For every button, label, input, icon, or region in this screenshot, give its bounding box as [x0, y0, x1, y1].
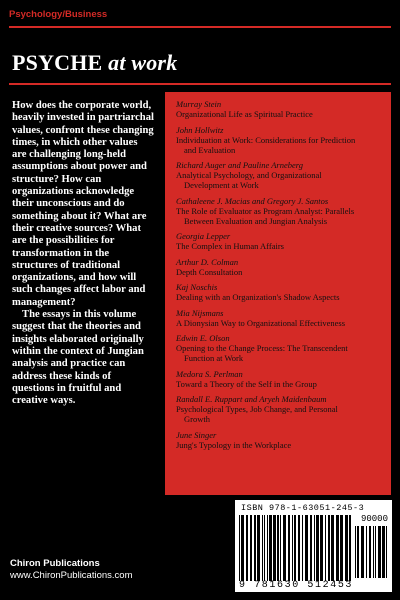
contents-essay-line: Individuation at Work: Considerations for Prediction — [176, 134, 356, 145]
blurb — [12, 100, 154, 407]
isbn-text: ISBN 978-1-63051-245-3 — [241, 503, 365, 513]
barcode-bar — [288, 515, 290, 581]
barcode-bar — [375, 526, 376, 578]
barcode-bar — [302, 515, 303, 581]
contents-essay — [176, 206, 383, 226]
barcode-bar — [280, 515, 281, 581]
contents-entry — [176, 231, 383, 251]
barcode-bar — [378, 526, 381, 578]
barcode-bar — [298, 515, 300, 581]
barcode-bar — [254, 515, 256, 581]
contents-author: Edwin E. Olson — [176, 333, 230, 343]
barcode-bar — [340, 515, 343, 581]
contents-entry — [176, 125, 383, 155]
price-barcode-image — [355, 526, 388, 578]
contents-essay-line: A Dionysian Way to Organizational Effectiveness — [176, 317, 346, 328]
contents-author: June Singer — [176, 429, 217, 440]
contents-essay-line: Organizational Life as Spiritual Practice — [176, 109, 313, 119]
barcode-bar — [250, 515, 252, 581]
contents-essay-line: Function at Work — [184, 353, 244, 363]
contents-panel — [165, 92, 391, 495]
contents-entry — [176, 394, 383, 424]
contents-essay — [176, 404, 383, 424]
barcode-bar — [294, 515, 296, 581]
barcode-bar — [239, 515, 240, 581]
blurb-paragraph-1: How does the corporate world, heavily invested in partriarchal values, confront these changing times, in which other values are challenging long-held assumptions about power and structure? How can organizations acknowledge their unconscious and do something about it? What are their creative sources? What are the possibilities for transformation in the structures of traditional organizations, and how will such changes affect labor and management? — [12, 100, 154, 308]
barcode-bar — [292, 515, 293, 581]
contents-essay — [176, 318, 383, 328]
contents-essay — [176, 379, 383, 389]
contents-essay — [176, 170, 383, 190]
contents-essay-line: and Evaluation — [184, 144, 236, 155]
barcode-bar — [283, 515, 286, 581]
barcode-bar — [314, 515, 315, 581]
barcode-box — [235, 500, 392, 592]
contents-entry — [176, 308, 383, 328]
barcode-bar — [357, 526, 359, 578]
barcode-bar — [355, 526, 356, 578]
barcode-bar — [361, 526, 364, 578]
contents-entry — [176, 430, 383, 450]
contents-author: Richard Auger and Pauline Arneberg — [176, 160, 304, 170]
barcode-bar — [264, 515, 265, 581]
barcode-bar — [246, 515, 248, 581]
barcode-bar — [349, 515, 351, 581]
barcode-bar — [310, 515, 312, 581]
contents-essay — [176, 109, 383, 119]
contents-entry — [176, 196, 383, 226]
contents-essay-line: The Role of Evaluator as Program Analyst: Parallels — [176, 205, 355, 216]
contents-author: Murray Stein — [176, 99, 222, 109]
contents-essay — [176, 135, 383, 155]
contents-entry — [176, 160, 383, 190]
barcode-bar — [267, 515, 268, 581]
contents-essay-line: Growth — [184, 414, 210, 424]
barcode-bar — [305, 515, 308, 581]
barcode-bar — [336, 515, 339, 581]
contents-author: Randall E. Ruppart and Aryeh Maidenbaum — [176, 394, 327, 404]
barcode-bar — [386, 526, 387, 578]
contents-essay-line: Between Evaluation and Jungian Analysis — [184, 215, 328, 226]
barcode-bar — [241, 515, 244, 581]
title-main: PSYCHE — [12, 50, 103, 75]
contents-author: Mia Nijsmans — [176, 307, 224, 318]
blurb-paragraph-2: The essays in this volume suggest that the theories and insights elaborated originally within the context of Jungian analysis and practice can address these kinds of questions in fruitful and creative ways. — [12, 309, 144, 407]
contents-entry — [176, 369, 383, 389]
title-italic: at work — [108, 50, 178, 75]
contents-essay — [176, 241, 383, 251]
barcode-bar — [316, 515, 319, 581]
barcode-bar — [325, 515, 326, 581]
contents-essay — [176, 292, 383, 302]
contents-essay-line: Depth Consultation — [176, 266, 243, 277]
contents-author: Georgia Lepper — [176, 231, 231, 241]
barcode-bar — [328, 515, 330, 581]
contents-entry — [176, 257, 383, 277]
contents-essay-line: Jung's Typology in the Workplace — [176, 439, 292, 450]
barcode-image — [239, 515, 351, 581]
price-code: 90000 — [360, 514, 388, 524]
barcode-bar — [257, 515, 260, 581]
top-rule — [9, 26, 391, 28]
contents-author: Cathaleene J. Macias and Gregory J. Santos — [176, 195, 329, 206]
book-title — [12, 50, 177, 76]
barcode-bar — [366, 526, 367, 578]
contents-entry — [176, 99, 383, 119]
contents-essay-line: Dealing with an Organization's Shadow Aspects — [176, 292, 340, 302]
barcode-bar — [320, 515, 323, 581]
barcode-bar — [269, 515, 272, 581]
contents-author: John Hollwitz — [176, 124, 224, 135]
barcode-bar — [277, 515, 279, 581]
contents-entry — [176, 282, 383, 302]
contents-essay-line: Development at Work — [184, 180, 259, 190]
contents-author: Kaj Noschis — [176, 282, 218, 292]
contents-author: Arthur D. Colman — [176, 256, 239, 267]
contents-essay-line: The Complex in Human Affairs — [176, 241, 284, 251]
contents-entry — [176, 333, 383, 363]
contents-essay-line: Opening to the Change Process: The Transcendent — [176, 343, 348, 353]
barcode-bar — [331, 515, 334, 581]
barcode-bar — [369, 526, 371, 578]
publisher — [10, 558, 133, 582]
contents-essay-line: Toward a Theory of the Self in the Group — [176, 378, 317, 389]
contents-essay — [176, 440, 383, 450]
contents-author: Medora S. Perlman — [176, 368, 243, 379]
ean-text: 9 781630 512453 — [239, 580, 354, 591]
title-rule — [9, 83, 391, 85]
contents-essay-line: Analytical Psychology, and Organizational — [176, 170, 322, 180]
barcode-bar — [345, 515, 348, 581]
publisher-name: Chiron Publications — [10, 558, 100, 569]
barcode-bar — [373, 526, 374, 578]
barcode-bar — [262, 515, 263, 581]
publisher-url: www.ChironPublications.com — [10, 570, 133, 581]
barcode-bar — [382, 526, 385, 578]
category-label: Psychology/Business — [9, 9, 108, 20]
barcode-bar — [273, 515, 276, 581]
contents-essay — [176, 343, 383, 363]
contents-essay-line: Psychological Types, Job Change, and Personal — [176, 404, 338, 414]
contents-essay — [176, 267, 383, 277]
